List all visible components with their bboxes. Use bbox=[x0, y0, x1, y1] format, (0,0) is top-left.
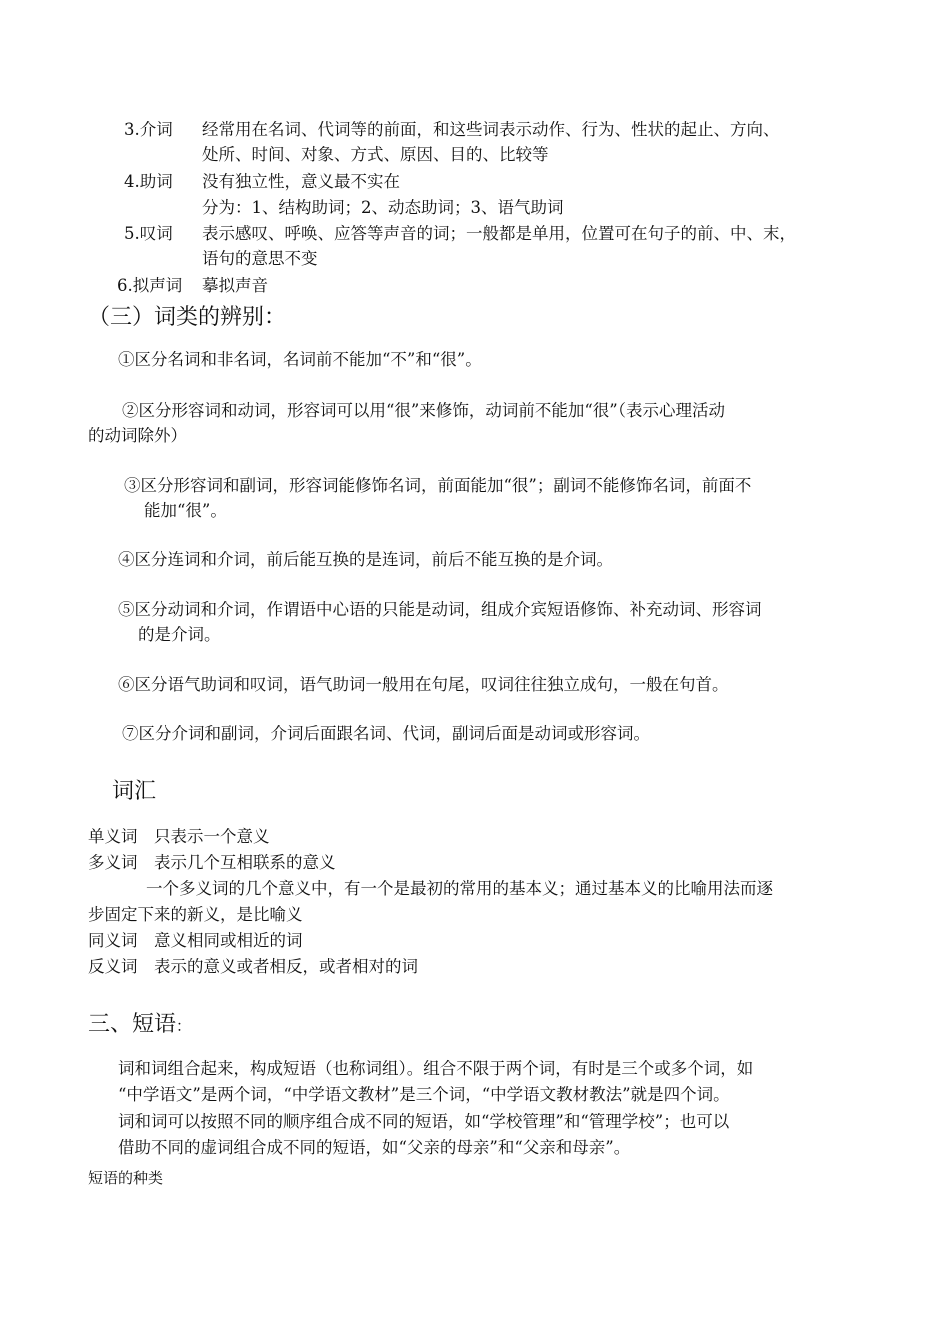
pos-interj-label: 5.叹词 bbox=[124, 224, 173, 243]
rule-2b: 的动词除外） bbox=[88, 426, 187, 445]
phrase-para-2: “中学语文”是两个词，“中学语文教材”是三个词，“中学语文教材教法”就是四个词。 bbox=[118, 1085, 730, 1104]
phrase-para-3: 词和词可以按照不同的顺序组合成不同的短语，如“学校管理”和“管理学校”；也可以 bbox=[118, 1112, 730, 1131]
rule-7: ⑦区分介词和副词，介词后面跟名词、代词，副词后面是动词或形容词。 bbox=[122, 724, 650, 743]
pos-intro-desc-1: 经常用在名词、代词等的前面，和这些词表示动作、行为、性状的起止、方向、 bbox=[202, 120, 780, 139]
rule-5b: 的是介词。 bbox=[138, 625, 221, 644]
pos-aux-desc-2: 分为：1、结构助词；2、动态助词；3、语气助词 bbox=[202, 198, 564, 217]
rule-3a: ③区分形容词和副词，形容词能修饰名词，前面能加“很”；副词不能修饰名词，前面不 bbox=[124, 476, 752, 495]
vocab-line-1: 单义词 只表示一个意义 bbox=[88, 827, 270, 846]
rule-2a: ②区分形容词和动词，形容词可以用“很”来修饰，动词前不能加“很”（表示心理活动 bbox=[122, 401, 725, 420]
pos-interj-desc-2: 语句的意思不变 bbox=[202, 249, 318, 268]
phrase-heading bbox=[88, 1011, 191, 1040]
vocab-line-6: 反义词 表示的意义或者相反，或者相对的词 bbox=[88, 957, 418, 976]
pos-onom-desc: 摹拟声音 bbox=[202, 276, 268, 295]
rule-4: ④区分连词和介词，前后能互换的是连词，前后不能互换的是介词。 bbox=[118, 550, 613, 569]
vocab-heading: 词汇 bbox=[112, 779, 157, 804]
phrase-para-1: 词和词组合起来，构成短语（也称词组）。组合不限于两个词，有时是三个或多个词，如 bbox=[118, 1059, 754, 1078]
vocab-line-5: 同义词 意义相同或相近的词 bbox=[88, 931, 303, 950]
section-heading-word-class: （三）词类的辨别： bbox=[88, 305, 287, 330]
phrase-heading-text: 三、短语 bbox=[88, 1012, 177, 1037]
phrase-types-label: 短语的种类 bbox=[88, 1169, 164, 1187]
phrase-para-4: 借助不同的虚词组合成不同的短语，如“父亲的母亲”和“父亲和母亲”。 bbox=[118, 1138, 631, 1157]
rule-3b: 能加“很”。 bbox=[144, 501, 227, 520]
rule-1: ①区分名词和非名词，名词前不能加“不”和“很”。 bbox=[118, 350, 482, 369]
rule-6: ⑥区分语气助词和叹词，语气助词一般用在句尾，叹词往往独立成句，一般在句首。 bbox=[118, 675, 729, 694]
rule-5a: ⑤区分动词和介词，作谓语中心语的只能是动词，组成介宾短语修饰、补充动词、形容词 bbox=[118, 600, 762, 619]
pos-interj-desc-1: 表示感叹、呼唤、应答等声音的词；一般都是单用，位置可在句子的前、中、末， bbox=[202, 224, 796, 243]
pos-intro-label: 3.介词 bbox=[124, 120, 173, 139]
vocab-line-4: 步固定下来的新义，是比喻义 bbox=[88, 905, 303, 924]
vocab-line-3: 一个多义词的几个意义中，有一个是最初的常用的基本义；通过基本义的比喻用法而逐 bbox=[146, 879, 773, 898]
pos-intro-desc-2: 处所、时间、对象、方式、原因、目的、比较等 bbox=[202, 145, 549, 164]
vocab-line-2: 多义词 表示几个互相联系的意义 bbox=[88, 853, 336, 872]
pos-onom-label: 6.拟声词 bbox=[117, 276, 183, 295]
pos-aux-desc-1: 没有独立性，意义最不实在 bbox=[202, 172, 400, 191]
pos-aux-label: 4.助词 bbox=[124, 172, 173, 191]
phrase-heading-mark: ： bbox=[176, 1017, 192, 1035]
